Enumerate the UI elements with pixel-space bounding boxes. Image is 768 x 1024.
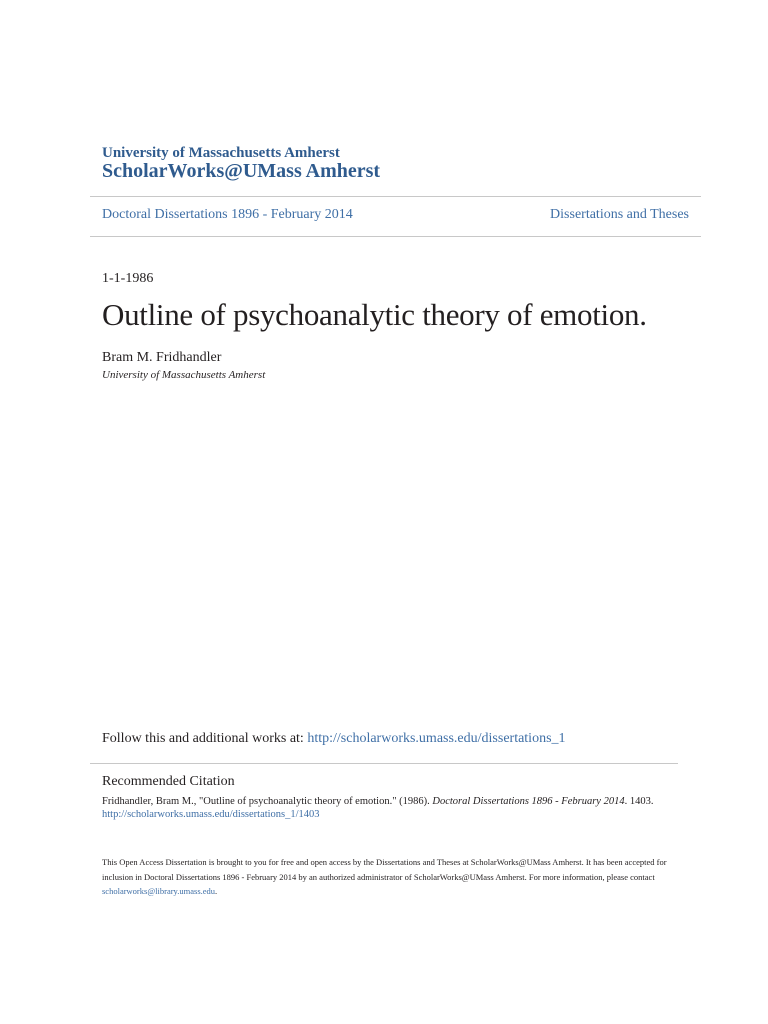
follow-label: Follow this and additional works at: (102, 731, 304, 746)
author-name: Bram M. Fridhandler (102, 350, 222, 365)
citation-link[interactable]: http://scholarworks.umass.edu/dissertations_1/1403 (102, 809, 320, 820)
university-name: University of Massachusetts Amherst (102, 145, 340, 161)
follow-line (102, 731, 566, 747)
nav-divider (90, 236, 701, 237)
citation-series: Doctoral Dissertations 1896 - February 2014 (432, 796, 625, 807)
dissertations-theses-link[interactable]: Dissertations and Theses (550, 207, 689, 222)
citation-suffix: . 1403. (624, 796, 654, 807)
collection-link[interactable]: Doctoral Dissertations 1896 - February 2014 (102, 207, 353, 222)
top-divider (90, 196, 701, 197)
notice-text: This Open Access Dissertation is brought to you for free and open access by the Dissertations and Theses at ScholarWorks@UMass Amherst. It has been accepted for inclusion in Doctoral Dissertations 1896 - February 2014 by an authorized administrator of ScholarWorks@UMass Amherst. For more information, please contact (102, 857, 667, 882)
repository-name: ScholarWorks@UMass Amherst (102, 160, 381, 182)
contact-email-link[interactable]: scholarworks@library.umass.edu (102, 886, 216, 896)
citation-prefix: Fridhandler, Bram M., "Outline of psychoanalytic theory of emotion." (1986). (102, 796, 430, 807)
citation-divider (90, 763, 678, 764)
citation-text (102, 795, 653, 809)
access-notice (102, 855, 672, 899)
document-title: Outline of psychoanalytic theory of emotion. (102, 297, 647, 332)
citation-heading: Recommended Citation (102, 774, 235, 789)
notice-end: . (215, 886, 218, 896)
author-affiliation: University of Massachusetts Amherst (102, 369, 266, 381)
follow-link[interactable]: http://scholarworks.umass.edu/dissertations_1 (307, 731, 566, 746)
publication-date: 1-1-1986 (102, 271, 154, 286)
